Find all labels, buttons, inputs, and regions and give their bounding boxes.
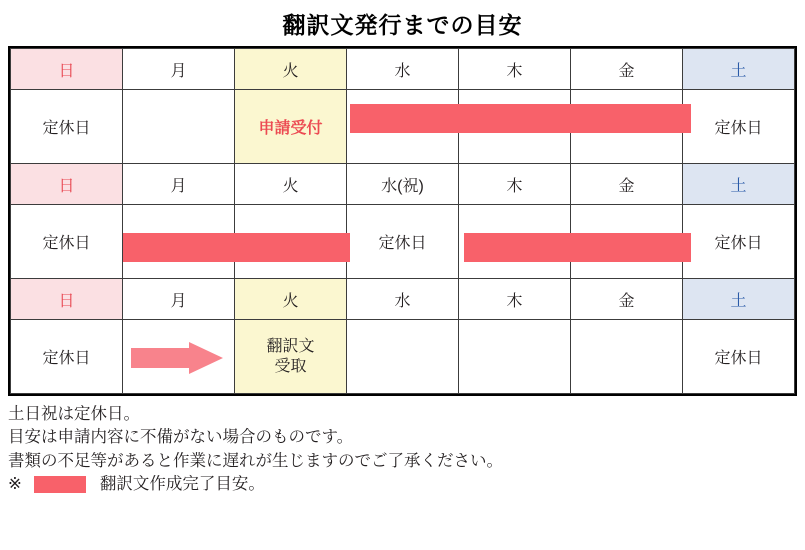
cell-w3-sun: 定休日 (11, 320, 123, 394)
week-3-row (11, 320, 795, 394)
page-title: 翻訳文発行までの目安 (282, 12, 523, 38)
cell-w1-tue-application: 申請受付 (235, 90, 347, 164)
cell-w3-thu (459, 320, 571, 394)
cell-w1-sat: 定休日 (683, 90, 795, 164)
receive-label-line1: 翻訳文 (266, 337, 315, 355)
day-header-tue: 火 (235, 49, 347, 90)
day-header-sun: 日 (11, 49, 123, 90)
cell-w1-sun: 定休日 (11, 90, 123, 164)
notes-block (8, 403, 797, 497)
cell-w2-sun: 定休日 (11, 205, 123, 279)
calendar-table-wrapper (8, 46, 797, 396)
day-header-thu-3: 木 (459, 279, 571, 320)
weekday-header-row-3 (11, 279, 795, 320)
day-header-fri: 金 (571, 49, 683, 90)
right-arrow-icon (131, 342, 223, 372)
day-header-sat: 土 (683, 49, 795, 90)
cell-w2-wed-closed: 定休日 (347, 205, 459, 279)
legend-mark: ※ (8, 475, 22, 494)
day-header-sun-2: 日 (11, 164, 123, 205)
day-header-wed-3: 水 (347, 279, 459, 320)
legend-text: 翻訳文作成完了目安。 (99, 475, 265, 494)
note-line-1: 土日祝は定休日。 (8, 405, 140, 423)
weekday-header-row (11, 49, 795, 90)
note-line-2: 目安は申請内容に不備がない場合のものです。 (8, 428, 354, 447)
cell-w3-tue-receive (235, 320, 347, 394)
day-header-fri-3: 金 (571, 279, 683, 320)
note-legend-row (8, 473, 797, 496)
day-header-thu: 木 (459, 49, 571, 90)
day-header-thu-2: 木 (459, 164, 571, 205)
note-line-3: 書類の不足等があると作業に遅れが生じますのでご了承ください。 (8, 451, 503, 470)
day-header-sat-2: 土 (683, 164, 795, 205)
cell-w3-mon-arrow (123, 320, 235, 394)
calendar-table (10, 48, 795, 394)
day-header-tue-3: 火 (235, 279, 347, 320)
progress-bar-week2-a (123, 233, 350, 262)
day-header-sun-3: 日 (11, 279, 123, 320)
cell-w3-sat: 定休日 (683, 320, 795, 394)
progress-bar-week2-b (464, 233, 691, 262)
receive-label-line2: 受取 (274, 357, 307, 375)
weekday-header-row-2 (11, 164, 795, 205)
day-header-wed-holiday: 水(祝) (347, 164, 459, 205)
day-header-tue-2: 火 (235, 164, 347, 205)
legend-color-swatch (34, 476, 86, 493)
day-header-fri-2: 金 (571, 164, 683, 205)
cell-w1-mon (123, 90, 235, 164)
day-header-mon-2: 月 (123, 164, 235, 205)
cell-w3-fri (571, 320, 683, 394)
day-header-mon-3: 月 (123, 279, 235, 320)
cell-w3-wed (347, 320, 459, 394)
day-header-mon: 月 (123, 49, 235, 90)
cell-w2-sat: 定休日 (683, 205, 795, 279)
day-header-sat-3: 土 (683, 279, 795, 320)
day-header-wed: 水 (347, 49, 459, 90)
progress-bar-week1 (350, 104, 691, 133)
